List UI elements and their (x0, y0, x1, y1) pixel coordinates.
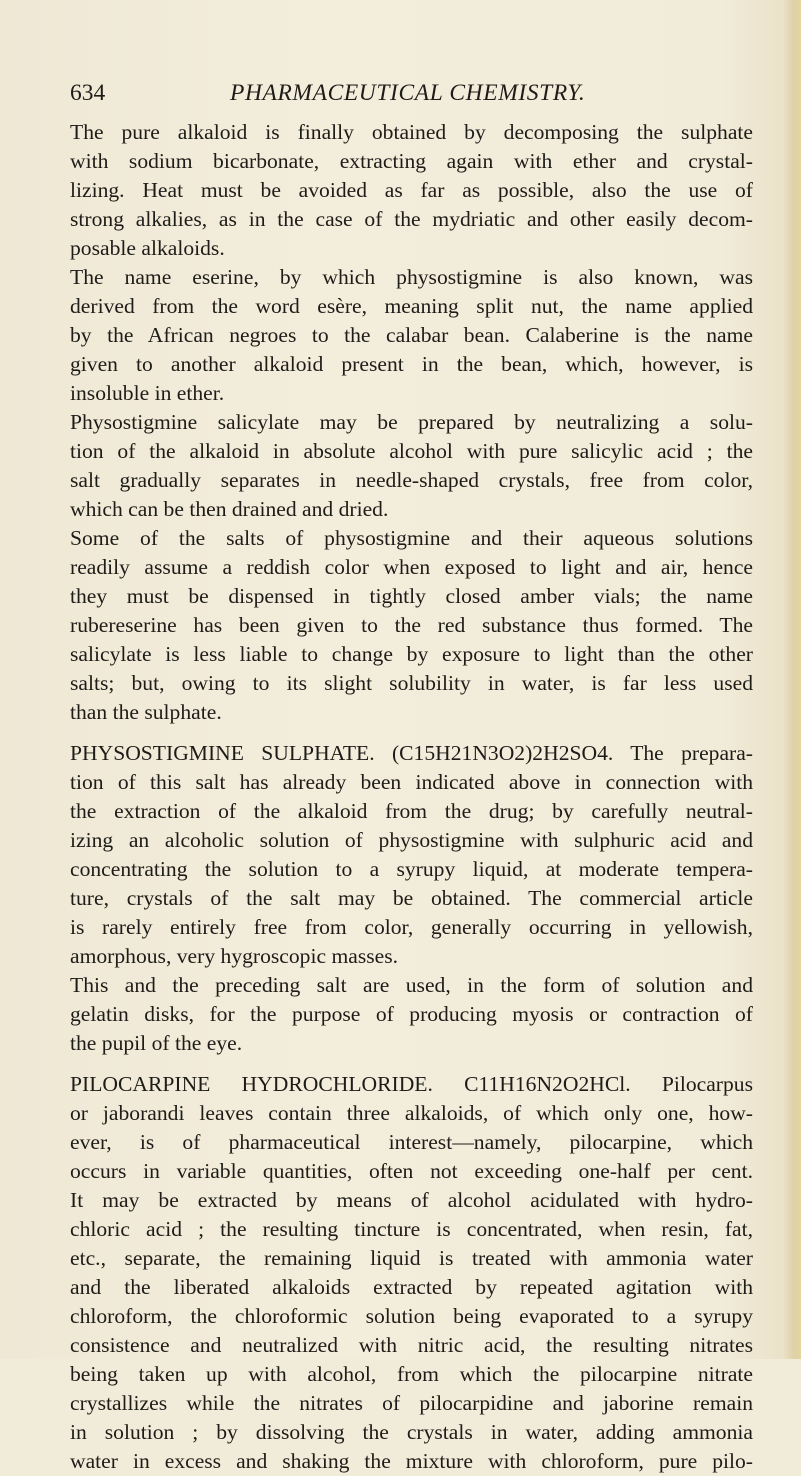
text-line: etc., separate, the remaining liquid is treated with ammonia water (70, 1246, 753, 1270)
text-line: consistence and neutralized with nitric acid, the resulting nitrates (70, 1333, 753, 1357)
text-line: ever, is of pharmaceutical interest—namely, pilocarpine, which (70, 1130, 753, 1154)
text-line: the extraction of the alkaloid from the drug; by carefully neutral- (70, 799, 753, 823)
text-line: derived from the word esère, meaning split nut, the name applied (70, 294, 753, 318)
paragraph-gap (70, 727, 753, 739)
text-line: concentrating the solution to a syrupy liquid, at moderate tempera- (70, 857, 753, 881)
page-header (70, 76, 760, 110)
text-line: izing an alcoholic solution of physostigmine with sulphuric acid and (70, 828, 753, 852)
text-line: being taken up with alcohol, from which the pilocarpine nitrate (70, 1362, 753, 1386)
text-line: tion of the alkaloid in absolute alcohol with pure salicylic acid ; the (70, 439, 753, 463)
text-line: readily assume a reddish color when exposed to light and air, hence (70, 555, 753, 579)
text-line: strong alkalies, as in the case of the mydriatic and other easily decom- (70, 207, 753, 231)
text-line: ture, crystals of the salt may be obtained. The commercial article (70, 886, 753, 910)
text-line: chloric acid ; the resulting tincture is concentrated, when resin, fat, (70, 1217, 753, 1241)
text-line: crystallizes while the nitrates of pilocarpidine and jaborine remain (70, 1391, 753, 1415)
body-text (70, 118, 753, 1476)
text-line: rubereserine has been given to the red substance thus formed. The (70, 613, 753, 637)
text-line: salicylate is less liable to change by exposure to light than the other (70, 642, 753, 666)
text-line: lizing. Heat must be avoided as far as possible, also the use of (70, 178, 753, 202)
text-line: This and the preceding salt are used, in the form of solution and (70, 973, 753, 997)
text-line: salt gradually separates in needle-shaped crystals, free from color, (70, 468, 753, 492)
text-line: is rarely entirely free from color, generally occurring in yellowish, (70, 915, 753, 939)
text-line: The name eserine, by which physostigmine is also known, was (70, 265, 753, 289)
text-line: occurs in variable quantities, often not exceeding one-half per cent. (70, 1159, 753, 1183)
running-title: PHARMACEUTICAL CHEMISTRY. (230, 80, 586, 106)
text-line: amorphous, very hygroscopic masses. (70, 944, 399, 968)
text-line: water in excess and shaking the mixture with chloroform, pure pilo- (70, 1449, 753, 1473)
text-line: in solution ; by dissolving the crystals in water, adding ammonia (70, 1420, 753, 1444)
text-line: tion of this salt has already been indicated above in connection with (70, 770, 753, 794)
paragraph-gap (70, 1058, 753, 1070)
text-line: Physostigmine salicylate may be prepared by neutralizing a solu- (70, 410, 753, 434)
text-line: or jaborandi leaves contain three alkaloids, of which only one, how- (70, 1101, 753, 1125)
text-line: and the liberated alkaloids extracted by repeated agitation with (70, 1275, 753, 1299)
text-line: chloroform, the chloroformic solution being evaporated to a syrupy (70, 1304, 753, 1328)
text-line: posable alkaloids. (70, 236, 225, 260)
page-edge-shadow (783, 0, 801, 1359)
text-line: salts; but, owing to its slight solubility in water, is far less used (70, 671, 753, 695)
text-line: than the sulphate. (70, 700, 222, 724)
text-line: The pure alkaloid is finally obtained by decomposing the sulphate (70, 120, 753, 144)
text-line: by the African negroes to the calabar bean. Calaberine is the name (70, 323, 753, 347)
text-line: PHYSOSTIGMINE SULPHATE. (C15H21N3O2)2H2SO4. The prepara- (70, 741, 753, 765)
text-line: with sodium bicarbonate, extracting again with ether and crystal- (70, 149, 753, 173)
text-line: Some of the salts of physostigmine and their aqueous solutions (70, 526, 753, 550)
text-line: they must be dispensed in tightly closed amber vials; the name (70, 584, 753, 608)
text-line: the pupil of the eye. (70, 1031, 243, 1055)
page-number: 634 (70, 80, 106, 106)
text-line: given to another alkaloid present in the bean, which, however, is (70, 352, 753, 376)
text-line: insoluble in ether. (70, 381, 225, 405)
text-line: It may be extracted by means of alcohol acidulated with hydro- (70, 1188, 753, 1212)
text-line: gelatin disks, for the purpose of producing myosis or contraction of (70, 1002, 753, 1026)
text-line: which can be then drained and dried. (70, 497, 389, 521)
text-line: PILOCARPINE HYDROCHLORIDE. C11H16N2O2HCl. Pilocarpus (70, 1072, 753, 1096)
